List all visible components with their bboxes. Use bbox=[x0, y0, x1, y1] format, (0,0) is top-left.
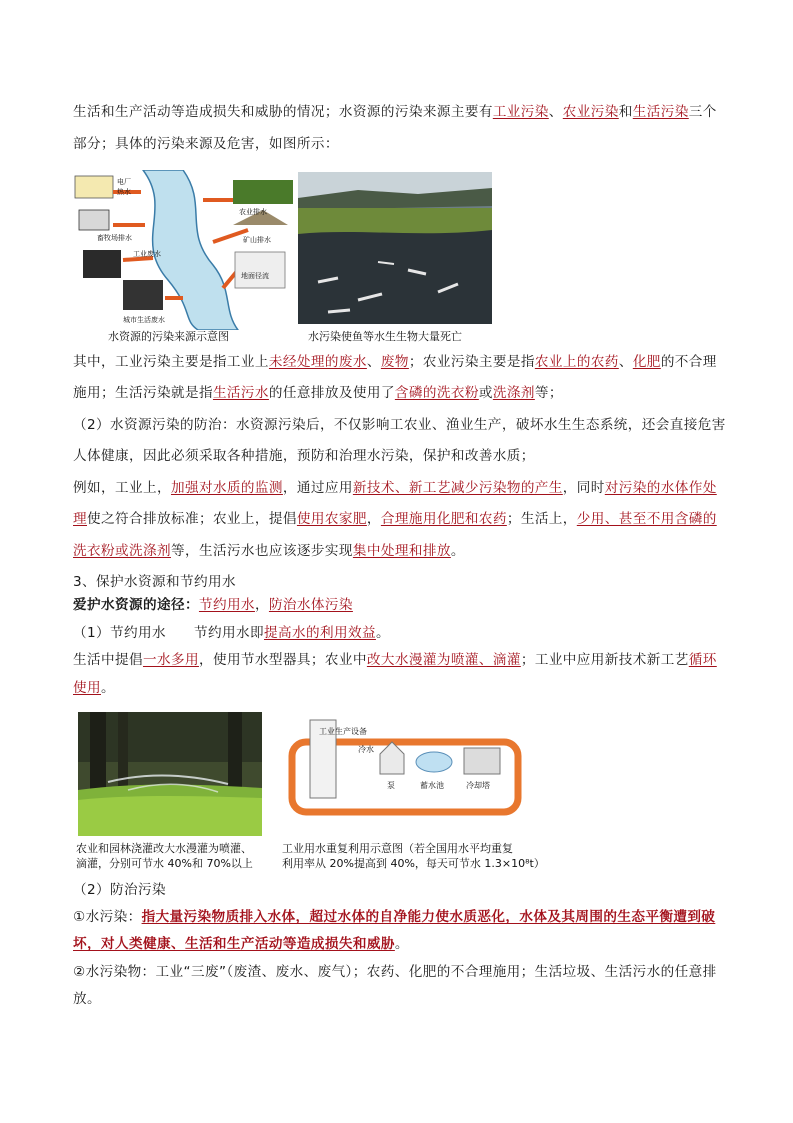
key-term: 使用 bbox=[73, 680, 101, 696]
key-term: 一水多用 bbox=[142, 652, 199, 668]
section-heading: 3、保护水资源和节约用水 bbox=[73, 574, 236, 590]
text: （1）节约用水 bbox=[73, 625, 167, 641]
key-term: 坏，对人类健康、生活和生产活动等造成损失和威胁 bbox=[73, 936, 395, 952]
key-term: 对污染的水体作处 bbox=[604, 480, 717, 496]
paragraph-line: 放。 bbox=[73, 991, 101, 1007]
text: ；生活上， bbox=[506, 511, 577, 527]
paragraph-line bbox=[73, 383, 723, 403]
label-equipment: 工业生产设备 bbox=[319, 727, 367, 736]
paragraph-line bbox=[73, 102, 723, 122]
key-term: 循环 bbox=[688, 652, 717, 668]
text: 生活中提倡 bbox=[73, 652, 143, 668]
text: 的任意排放及使用了 bbox=[268, 385, 395, 401]
text: 施用；生活污染就是指 bbox=[73, 385, 213, 401]
paragraph-line bbox=[73, 907, 723, 927]
key-term: 加强对水质的监测 bbox=[170, 480, 283, 496]
key-term: 废物 bbox=[380, 354, 409, 370]
paragraph-line bbox=[73, 623, 723, 643]
key-term: 指大量污染物质排入水体，超过水体的自净能力使水质恶化，水体及其周围的生态平衡遭到破 bbox=[141, 909, 716, 925]
paragraph-line bbox=[73, 541, 723, 561]
dead-fish-photo bbox=[298, 172, 492, 324]
text: ；农业污染主要是指 bbox=[408, 354, 535, 370]
text: 。 bbox=[101, 680, 115, 696]
text: 。 bbox=[450, 543, 465, 559]
text: ，通过应用 bbox=[282, 480, 353, 496]
text: 等，生活污水也应该逐步实现 bbox=[170, 543, 353, 559]
label-cold-water: 冷水 bbox=[358, 745, 374, 754]
paragraph-line bbox=[73, 478, 723, 498]
key-term: 农业污染 bbox=[562, 104, 619, 120]
text: 、 bbox=[618, 354, 633, 370]
key-term: 化肥 bbox=[632, 354, 661, 370]
text: 生活和生产活动等造成损失和威胁的情况；水资源的污染来源主要有 bbox=[73, 104, 493, 120]
text: 的不合理 bbox=[660, 354, 717, 370]
paragraph-line bbox=[73, 595, 723, 615]
text: 使之符合排放标准；农业上，提倡 bbox=[87, 511, 297, 527]
key-term: 洗涤剂 bbox=[492, 385, 535, 401]
label-livestock: 畜牧场排水 bbox=[97, 234, 132, 242]
figure-caption: 农业和园林浇灌改大水漫灌为喷灌、 bbox=[76, 842, 252, 855]
key-term: 未经处理的废水 bbox=[268, 354, 367, 370]
key-term: 合理施用化肥和农药 bbox=[380, 511, 507, 527]
paragraph-line bbox=[73, 650, 723, 670]
text: 、 bbox=[548, 104, 563, 120]
key-term: 节约用水 bbox=[198, 597, 255, 613]
paragraph-line bbox=[73, 509, 723, 529]
label-power: 电厂 bbox=[117, 178, 131, 186]
section-heading: （2）防治污染 bbox=[73, 882, 167, 898]
key-term: 防治水体污染 bbox=[268, 597, 353, 613]
paragraph-line: 人体健康，因此必须采取各种措施，预防和治理水污染，保护和改善水质； bbox=[73, 448, 535, 464]
key-term: 提高水的利用效益 bbox=[263, 625, 376, 641]
text: 等； bbox=[534, 385, 563, 401]
key-term: 洗衣粉或洗涤剂 bbox=[73, 543, 171, 559]
text: 、 bbox=[366, 354, 381, 370]
key-term: 理 bbox=[73, 511, 87, 527]
sprinkler-irrigation-photo bbox=[78, 712, 262, 836]
text: ，同时 bbox=[562, 480, 605, 496]
text: 例如，工业上， bbox=[73, 480, 171, 496]
key-term: 生活污染 bbox=[632, 104, 689, 120]
text: ；工业中应用新技术新工艺 bbox=[520, 652, 689, 668]
figure-caption: 滴灌，分别可节水 40%和 70%以上 bbox=[76, 857, 253, 870]
key-term: 使用农家肥 bbox=[296, 511, 367, 527]
label-pump: 泵 bbox=[387, 781, 395, 790]
key-term: 农业上的农药 bbox=[534, 354, 619, 370]
key-term: 改大水漫灌为喷灌、滴灌 bbox=[366, 652, 521, 668]
paragraph-line bbox=[73, 934, 723, 954]
text: ， bbox=[366, 511, 381, 527]
label-mine: 矿山排水 bbox=[243, 236, 271, 244]
bold-label: 爱护水资源的途径： bbox=[73, 597, 199, 613]
text: ，使用节水型器具；农业中 bbox=[198, 652, 367, 668]
key-term: 新技术、新工艺减少污染物的产生 bbox=[352, 480, 563, 496]
key-term: 少用、甚至不用含磷的 bbox=[576, 511, 717, 527]
paragraph-line bbox=[73, 352, 723, 372]
text: ， bbox=[254, 597, 269, 613]
paragraph-line bbox=[73, 678, 723, 698]
text: 节约用水即 bbox=[194, 625, 264, 641]
text: 或 bbox=[478, 385, 493, 401]
paragraph-line: 部分；具体的污染来源及危害，如图所示： bbox=[73, 136, 339, 152]
text: 其中，工业污染主要是指工业上 bbox=[73, 354, 269, 370]
key-term: 生活污水 bbox=[212, 385, 269, 401]
text: 。 bbox=[394, 936, 409, 952]
key-term: 集中处理和排放 bbox=[352, 543, 451, 559]
figure-caption: 利用率从 20%提高到 40%，每天可节水 1.3×10⁸t） bbox=[282, 857, 545, 870]
label-farm: 农业排水 bbox=[239, 208, 267, 216]
figure-caption: 水资源的污染来源示意图 bbox=[108, 330, 229, 343]
figure-caption: 水污染使鱼等水生生物大量死亡 bbox=[308, 330, 462, 343]
label-city: 城市生活废水 bbox=[123, 316, 165, 324]
paragraph-line: ②水污染物：工业“三废”（废渣、废水、废气）；农药、化肥的不合理施用；生活垃圾、生活污水的任意排 bbox=[73, 964, 717, 980]
pollution-sources-diagram bbox=[73, 170, 295, 330]
label-heat: 热水 bbox=[117, 188, 131, 196]
text: ①水污染： bbox=[73, 909, 142, 925]
industrial-water-reuse-diagram bbox=[280, 712, 530, 836]
label-industry: 工业废水 bbox=[133, 250, 161, 258]
label-pool: 蓄水池 bbox=[420, 781, 444, 790]
text: 和 bbox=[618, 104, 633, 120]
text: 三个 bbox=[688, 104, 717, 120]
paragraph-line: （2）水资源污染的防治：水资源污染后，不仅影响工农业、渔业生产，破坏水生生态系统，还会直接危害 bbox=[73, 417, 726, 433]
label-runoff: 地面径流 bbox=[241, 272, 269, 280]
key-term: 工业污染 bbox=[492, 104, 549, 120]
figure-caption: 工业用水重复利用示意图（若全国用水平均重复 bbox=[282, 842, 513, 855]
key-term: 含磷的洗衣粉 bbox=[394, 385, 479, 401]
label-tower: 冷却塔 bbox=[466, 781, 490, 790]
text: 。 bbox=[375, 625, 390, 641]
